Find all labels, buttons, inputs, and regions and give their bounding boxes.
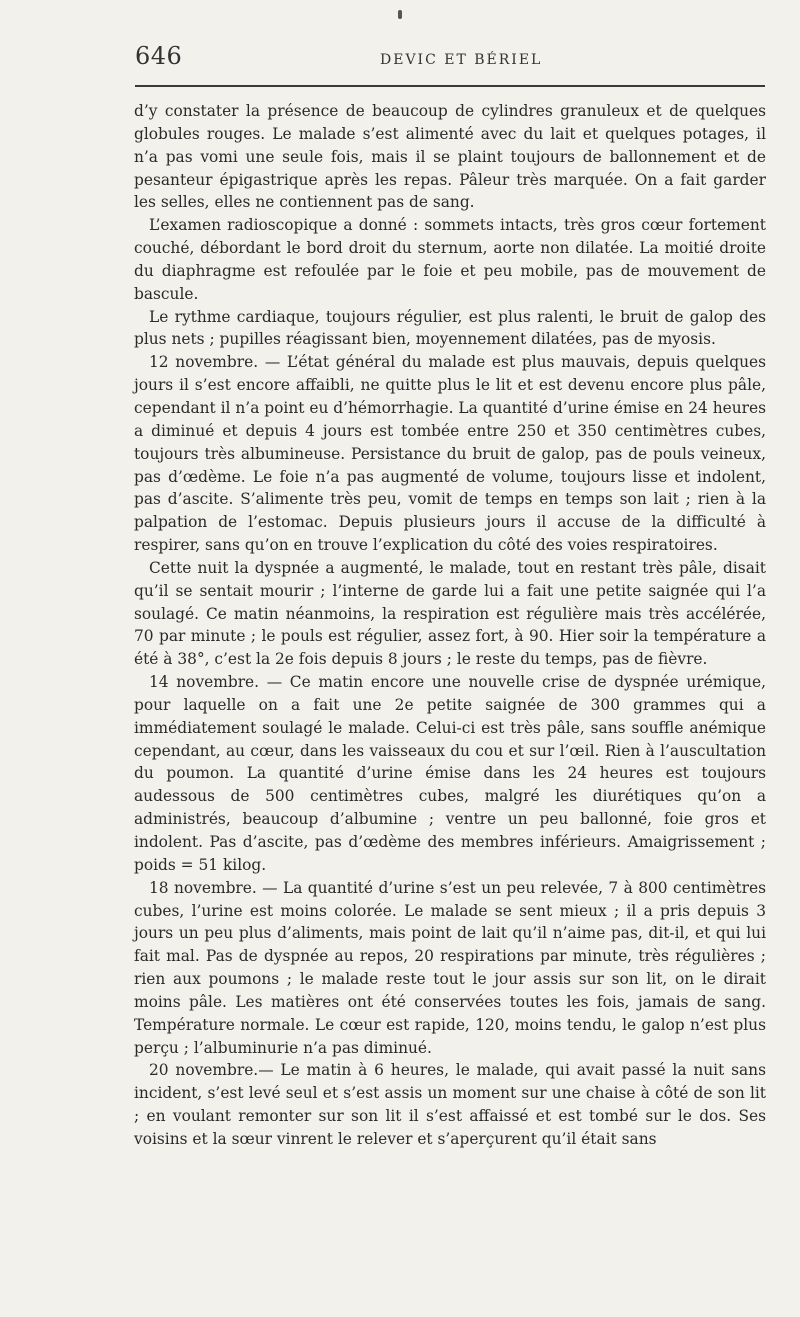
paragraph: L’examen radioscopique a donné : sommets intacts, très gros cœur fortement couché, débordant le bord droit du sternum, aorte non dilatée. La moitié droite du diaphragme est refoulée par le foie et peu mobile, pas de mouvement de bascule. (134, 216, 766, 303)
running-head: DEVIC ET BÉRIEL (380, 52, 543, 68)
page-header (135, 42, 765, 74)
print-speck (398, 10, 402, 19)
paragraph: 12 novembre. — L’état général du malade est plus mauvais, depuis quelques jours il s’est encore affaibli, ne quitte plus le lit et est devenu encore plus pâle, cependant il n’a point eu d’hémorrhagie. La quantité d’urine émise en 24 heures a diminué et depuis 4 jours est tombée entre 250 et 350 centimètres cubes, toujours très albumineuse. Persistance du bruit de galop, pas de pouls veineux, pas d’œdème. Le foie n’a pas augmenté de volume, toujours lisse et indolent, pas d’ascite. S’alimente très peu, vomit de temps en temps son lait ; rien à la palpation de l’estomac. Depuis plusieurs jours il accuse de la difficulté à respirer, sans qu’on en trouve l’explication du côté des voies respiratoires. (134, 353, 766, 555)
paragraph: 18 novembre. — La quantité d’urine s’est un peu relevée, 7 à 800 centimètres cubes, l’urine est moins colorée. Le malade se sent mieux ; il a pris depuis 3 jours un peu plus d’aliments, mais point de lait qu’il n’aime pas, dit-il, et qui lui fait mal. Pas de dyspnée au repos, 20 respirations par minute, très régulières ; rien aux poumons ; le malade reste tout le jour assis sur son lit, on le dirait moins pâle. Les matières ont été conservées toutes les fois, jamais de sang. Température normale. Le cœur est rapide, 120, moins tendu, le galop n’est plus perçu ; l’albuminurie n’a pas diminué. (134, 878, 766, 1057)
page-number: 646 (135, 42, 183, 70)
body-text (134, 100, 766, 1151)
paragraph: 20 novembre.— Le matin à 6 heures, le malade, qui avait passé la nuit sans incident, s’est levé seul et s’est assis un moment sur une chaise à côté de son lit ; en voulant remonter sur son lit il s’est affaissé et est tombé sur le dos. Ses voisins et la sœur vinrent le relever et s’aperçurent qu’il était sans (134, 1061, 766, 1148)
paragraph: d’y constater la présence de beaucoup de cylindres granuleux et de quelques globules rouges. Le malade s’est alimenté avec du lait et quelques potages, il n’a pas vomi une seule fois, mais il se plaint toujours de ballonnement et de pesanteur épigastrique après les repas. Pâleur très marquée. On a fait garder les selles, elles ne contiennent pas de sang. (134, 102, 766, 212)
paragraph: 14 novembre. — Ce matin encore une nouvelle crise de dyspnée urémique, pour laquelle on a fait une 2e petite saignée de 300 grammes qui a immédiatement soulagé le malade. Celui-ci est très pâle, sans souffle anémique cependant, au cœur, dans les vaisseaux du cou et sur l’œil. Rien à l’auscultation du poumon. La quantité d’urine émise dans les 24 heures est toujours audessous de 500 centimètres cubes, malgré les diurétiques qu’on a administrés, beaucoup d’albumine ; ventre un peu ballonné, foie gros et indolent. Pas d’ascite, pas d’œdème des membres inférieurs. Amaigrissement ; poids = 51 kilog. (134, 673, 766, 874)
paragraph: Le rythme cardiaque, toujours régulier, est plus ralenti, le bruit de galop des plus nets ; pupilles réagissant bien, moyennement dilatées, pas de myosis. (134, 307, 766, 349)
paragraph: Cette nuit la dyspnée a augmenté, le malade, tout en restant très pâle, disait qu’il se sentait mourir ; l’interne de garde lui a fait une petite saignée qui l’a soulagé. Ce matin néanmoins, la respiration est régulière mais très accélérée, 70 par minute ; le pouls est régulier, assez fort, à 90. Hier soir la température a été à 38°, c’est la 2e fois depuis 8 jours ; le reste du temps, pas de fièvre. (134, 558, 766, 669)
header-rule (135, 85, 765, 87)
